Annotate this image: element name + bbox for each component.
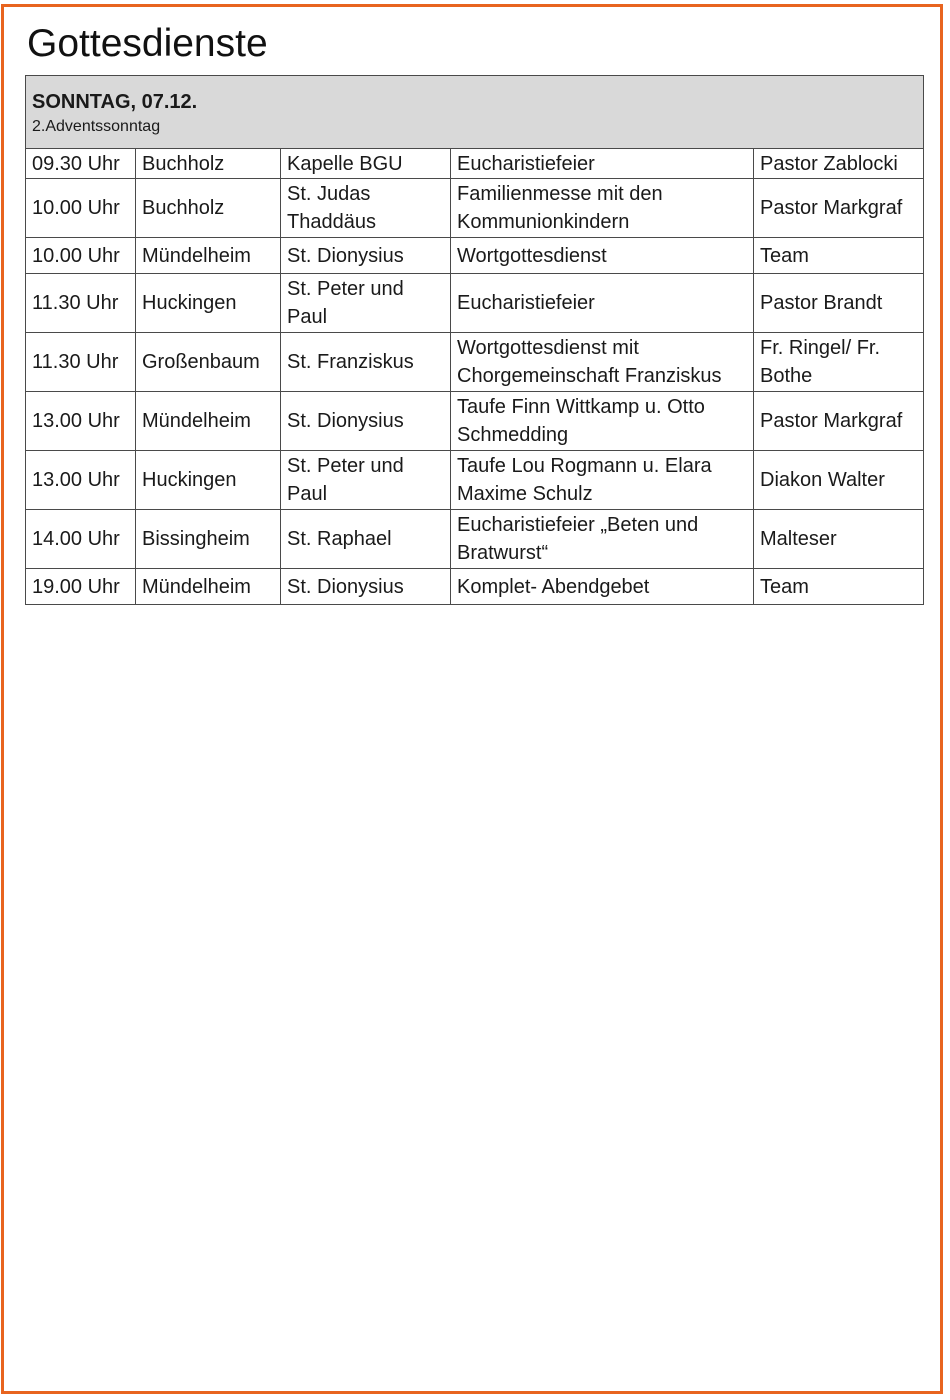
service-place: Bissingheim: [136, 510, 281, 569]
service-leader: Diakon Walter: [754, 451, 924, 510]
service-leader: Malteser: [754, 510, 924, 569]
service-church: St. Peter und Paul: [281, 274, 451, 333]
table-row: [26, 392, 924, 451]
service-event: Familienmesse mit den Kommunionkindern: [451, 179, 754, 238]
table-row: [26, 238, 924, 274]
service-place: Mündelheim: [136, 392, 281, 451]
service-time: 10.00 Uhr: [26, 238, 136, 274]
table-row: [26, 149, 924, 179]
service-place: Großenbaum: [136, 333, 281, 392]
service-church: St. Dionysius: [281, 569, 451, 605]
service-place: Huckingen: [136, 274, 281, 333]
service-church: St. Judas Thaddäus: [281, 179, 451, 238]
service-church: St. Franziskus: [281, 333, 451, 392]
table-row: [26, 179, 924, 238]
service-place: Mündelheim: [136, 238, 281, 274]
service-event: Taufe Lou Rogmann u. Elara Maxime Schulz: [451, 451, 754, 510]
table-row: [26, 274, 924, 333]
service-place: Huckingen: [136, 451, 281, 510]
service-leader: Pastor Markgraf: [754, 392, 924, 451]
day-header-row: [26, 76, 924, 149]
table-row: [26, 333, 924, 392]
day-title: SONNTAG, 07.12.: [32, 91, 198, 113]
service-time: 13.00 Uhr: [26, 451, 136, 510]
day-subtitle: 2.Adventssonntag: [32, 118, 161, 135]
service-event: Taufe Finn Wittkamp u. Otto Schmedding: [451, 392, 754, 451]
service-event: Eucharistiefeier „Beten und Bratwurst“: [451, 510, 754, 569]
service-leader: Team: [754, 569, 924, 605]
service-place: Mündelheim: [136, 569, 281, 605]
service-time: 14.00 Uhr: [26, 510, 136, 569]
service-leader: Pastor Markgraf: [754, 179, 924, 238]
service-place: Buchholz: [136, 149, 281, 179]
table-row: [26, 569, 924, 605]
service-event: Eucharistiefeier: [451, 274, 754, 333]
page-title: Gottesdienste: [27, 22, 268, 65]
service-event: Wortgottesdienst mit Chorgemeinschaft Franziskus: [451, 333, 754, 392]
service-leader: Pastor Brandt: [754, 274, 924, 333]
service-time: 11.30 Uhr: [26, 333, 136, 392]
table-row: [26, 451, 924, 510]
day-header-cell: [26, 76, 924, 149]
service-time: 11.30 Uhr: [26, 274, 136, 333]
service-church: St. Peter und Paul: [281, 451, 451, 510]
service-event: Eucharistiefeier: [451, 149, 754, 179]
service-church: St. Dionysius: [281, 238, 451, 274]
service-place: Buchholz: [136, 179, 281, 238]
service-time: 09.30 Uhr: [26, 149, 136, 179]
service-leader: Pastor Zablocki: [754, 149, 924, 179]
service-church: St. Raphael: [281, 510, 451, 569]
service-event: Komplet- Abendgebet: [451, 569, 754, 605]
service-church: St. Dionysius: [281, 392, 451, 451]
table-row: [26, 510, 924, 569]
service-event: Wortgottesdienst: [451, 238, 754, 274]
service-time: 10.00 Uhr: [26, 179, 136, 238]
service-time: 19.00 Uhr: [26, 569, 136, 605]
service-time: 13.00 Uhr: [26, 392, 136, 451]
service-leader: Fr. Ringel/ Fr. Bothe: [754, 333, 924, 392]
service-church: Kapelle BGU: [281, 149, 451, 179]
service-leader: Team: [754, 238, 924, 274]
service-schedule-table: [25, 75, 924, 605]
